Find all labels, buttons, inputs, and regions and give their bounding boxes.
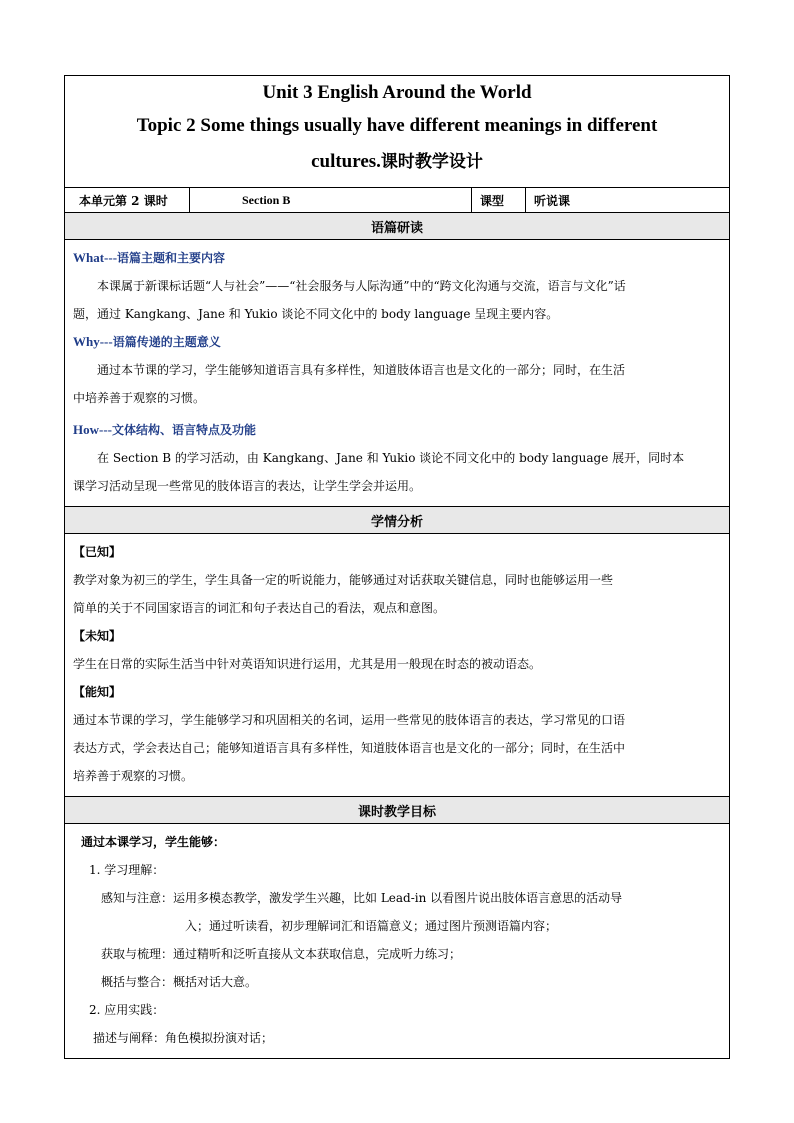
title-topic-end: cultures. xyxy=(311,151,381,172)
why-label xyxy=(73,328,721,356)
objective-1b: 获取与梳理：通过精听和泛听直接从文本获取信息，完成听力练习； xyxy=(101,947,462,961)
text-study-content xyxy=(65,240,730,507)
objective-1c: 概括与整合：概括对话大意。 xyxy=(101,975,258,989)
objective-1a-line2: 入；通过听读看，初步理解词汇和语篇意义；通过图片预测语篇内容； xyxy=(185,919,558,933)
lesson-plan-document xyxy=(64,75,729,1059)
analysis-heading: 学情分析 xyxy=(65,507,730,534)
section-name: Section B xyxy=(190,188,472,213)
why-label-cn: 语篇传递的主题意义 xyxy=(112,335,221,349)
how-label xyxy=(73,416,721,444)
objectives-content xyxy=(65,824,730,1059)
title-topic-cont xyxy=(75,145,719,179)
title-row xyxy=(65,76,730,188)
objectives-heading-row xyxy=(65,797,730,824)
analysis-heading-row xyxy=(65,507,730,534)
able-label: 【能知】 xyxy=(73,685,122,699)
lesson-number: 本单元第 2 课时 xyxy=(65,188,190,213)
title-cell xyxy=(65,76,730,188)
objective-1a-line1: 感知与注意：运用多模态教学，激发学生兴趣，比如 Lead-in 以看图片说出肢体语言意思的活动导 xyxy=(101,891,623,905)
unknown-line1: 学生在日常的实际生活当中针对英语知识进行运用，尤其是用一般现在时态的被动语态。 xyxy=(73,657,542,671)
what-label-en: What--- xyxy=(73,250,118,265)
lesson-plan-table xyxy=(64,75,730,1059)
why-paragraph-line2: 中培养善于观察的习惯。 xyxy=(73,391,206,405)
analysis-row xyxy=(65,534,730,797)
what-label xyxy=(73,244,721,272)
analysis-content xyxy=(65,534,730,797)
how-label-en: How--- xyxy=(73,422,112,437)
known-line2: 简单的关于不同国家语言的词汇和句子表达自己的看法，观点和意图。 xyxy=(73,601,446,615)
known-line1: 教学对象为初三的学生，学生具备一定的听说能力，能够通过对话获取关键信息，同时也能够运用一些 xyxy=(73,573,614,587)
how-paragraph-line1: 在 Section B 的学习活动，由 Kangkang、Jane 和 Yukio 谈论不同文化中的 body language 展开，同时本 xyxy=(97,451,685,465)
known-label: 【已知】 xyxy=(73,545,122,559)
text-study-heading-row xyxy=(65,213,730,240)
text-study-heading: 语篇研读 xyxy=(65,213,730,240)
objectives-intro: 通过本课学习，学生能够： xyxy=(81,835,226,849)
lesson-type-value: 听说课 xyxy=(526,188,730,213)
what-label-cn: 语篇主题和主要内容 xyxy=(117,251,226,265)
objective-item-1: 1. 学习理解： xyxy=(89,863,165,877)
unknown-label: 【未知】 xyxy=(73,629,122,643)
why-paragraph-line1: 通过本节课的学习，学生能够知道语言具有多样性，知道肢体语言也是文化的一部分；同时，在生活 xyxy=(97,363,626,377)
title-unit: Unit 3 English Around the World xyxy=(262,82,532,103)
info-row xyxy=(65,188,730,213)
title-design-label: 课时教学设计 xyxy=(380,152,483,172)
how-label-cn: 文体结构、语言特点及功能 xyxy=(112,423,257,437)
objective-item-2: 2. 应用实践： xyxy=(89,1003,165,1017)
able-line3: 培养善于观察的习惯。 xyxy=(73,769,194,783)
title-topic: Topic 2 Some things usually have different meanings in different xyxy=(136,115,658,136)
what-paragraph-line1: 本课属于新课标话题“人与社会”——“社会服务与人际沟通”中的“跨文化沟通与交流，语言与文化”话 xyxy=(97,279,626,293)
lesson-type-label: 课型 xyxy=(472,188,526,213)
why-label-en: Why--- xyxy=(73,334,113,349)
objective-2a: 描述与阐释：角色模拟扮演对话； xyxy=(93,1031,274,1045)
what-paragraph-line2: 题，通过 Kangkang、Jane 和 Yukio 谈论不同文化中的 body language 呈现主要内容。 xyxy=(73,307,559,321)
text-study-row xyxy=(65,240,730,507)
how-paragraph-line2: 课学习活动呈现一些常见的肢体语言的表达，让学生学会并运用。 xyxy=(73,479,422,493)
able-line2: 表达方式，学会表达自己；能够知道语言具有多样性，知道肢体语言也是文化的一部分；同时，在生活中 xyxy=(73,741,626,755)
objectives-row xyxy=(65,824,730,1059)
able-line1: 通过本节课的学习，学生能够学习和巩固相关的名词，运用一些常见的肢体语言的表达，学习常见的口语 xyxy=(73,713,626,727)
objectives-heading: 课时教学目标 xyxy=(65,797,730,824)
